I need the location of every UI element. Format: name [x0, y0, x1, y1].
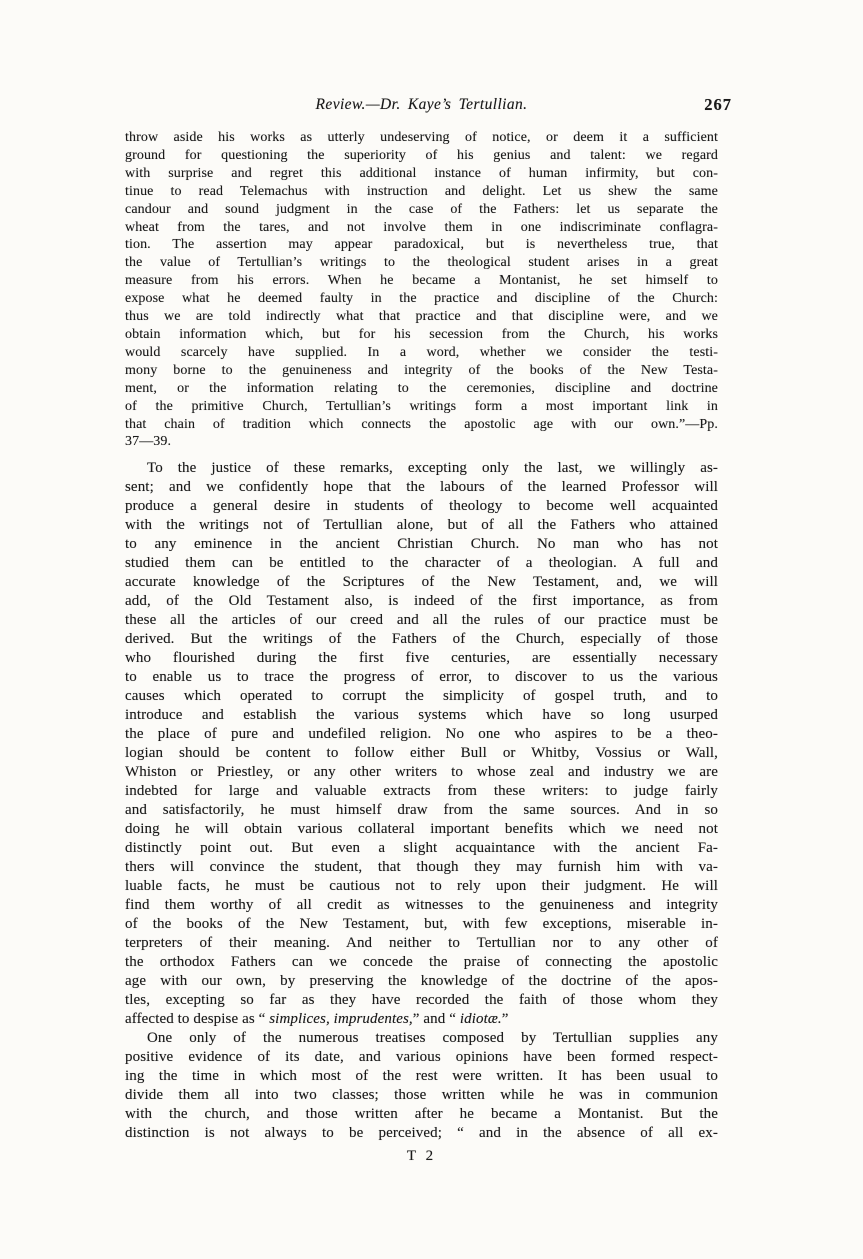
text-line: ing the time in which most of the rest were written. It has been usual to — [125, 1068, 718, 1085]
text-line: To the justice of these remarks, excepting only the last, we willingly as- — [147, 460, 718, 477]
text-line: the place of pure and undefiled religion. No one who aspires to be a theo- — [125, 726, 718, 743]
page-number: 267 — [704, 95, 732, 114]
text-line: of the books of the New Testament, but, with few exceptions, miserable in- — [125, 916, 718, 933]
text-line: ment, or the information relating to the ceremonies, discipline and doctrine — [125, 380, 718, 396]
text-line: 37—39. — [125, 434, 172, 450]
text-line: candour and sound judgment in the case of the Fathers: let us separate the — [125, 201, 718, 217]
text-line: measure from his errors. When he became a Montanist, he set himself to — [125, 273, 718, 289]
text-line: Whiston or Priestley, or any other writers to whose zeal and industry we are — [125, 764, 718, 781]
paragraph-quotation-continuation — [125, 129, 718, 451]
running-title: Review.—Dr. Kaye’s Tertullian. — [315, 96, 528, 113]
text-line: the orthodox Fathers can we concede the praise of connecting the apostolic — [125, 954, 718, 971]
text-line: divide them all into two classes; those written while he was in communion — [125, 1087, 718, 1104]
text-line: studied them can be entitled to the character of a theologian. A full and — [125, 555, 718, 572]
text-line: these all the articles of our creed and all the rules of our practice must be — [125, 612, 718, 629]
text-line: thers will convince the student, that though they may furnish him with va- — [125, 859, 718, 876]
text-line: with the church, and those written after he became a Montanist. But the — [125, 1106, 718, 1123]
text-line: throw aside his works as utterly undeserving of notice, or deem it a sufficient — [125, 130, 718, 145]
text-line: luable facts, he must be cautious not to rely upon their judgment. He will — [125, 878, 718, 895]
text-line: distinction is not always to be perceived; “ and in the absence of all ex- — [125, 1125, 718, 1142]
text-line: and satisfactorily, he must himself draw from the same sources. And in so — [125, 802, 718, 819]
text-line: that chain of tradition which connects the apostolic age with our own.”—Pp. — [125, 416, 718, 432]
text-line: would scarcely have supplied. In a word, whether we consider the testi- — [125, 344, 718, 360]
text-line: find them worthy of all credit as witnesses to the genuineness and integrity — [125, 897, 718, 914]
text-line: expose what he deemed faulty in the practice and discipline of the Church: — [125, 291, 718, 307]
text-line: thus we are told indirectly what that practice and that discipline were, and we — [125, 309, 718, 325]
text-line: to enable us to trace the progress of error, to discover to us the various — [125, 669, 718, 686]
text-line: introduce and establish the various systems which have so long usurped — [125, 707, 718, 724]
text-line: sent; and we confidently hope that the labours of the learned Professor will — [125, 479, 718, 496]
text-line: One only of the numerous treatises composed by Tertullian supplies any — [147, 1030, 718, 1047]
text-line: logian should be content to follow either Bull or Whitby, Vossius or Wall, — [125, 745, 718, 762]
text-line: tinue to read Telemachus with instruction and delight. Let us shew the same — [125, 183, 718, 199]
text-line: age with our own, by preserving the knowledge of the doctrine of the apos- — [125, 973, 718, 990]
text-line: tion. The assertion may appear paradoxical, but is nevertheless true, that — [125, 237, 718, 253]
text-run: affected to despise as “ — [125, 1011, 270, 1028]
text-line: terpreters of their meaning. And neither to Tertullian nor to any other of — [125, 935, 718, 952]
page-header — [125, 95, 732, 120]
paragraph-body-paragraph-1 — [125, 459, 718, 1029]
text-run: ” — [501, 1011, 509, 1028]
text-line: doing he will obtain various collateral important benefits which we need not — [125, 821, 718, 838]
text-line — [125, 1010, 718, 1029]
text-line: mony borne to the genuineness and integrity of the books of the New Testa- — [125, 362, 718, 378]
text-line: of the primitive Church, Tertullian’s writings form a most important link in — [125, 398, 718, 414]
latin-phrase: idiotæ. — [459, 1011, 502, 1028]
text-line: distinctly point out. But even a slight acquaintance with the ancient Fa- — [125, 840, 718, 857]
text-line: positive evidence of its date, and various opinions have been formed respect- — [125, 1049, 718, 1066]
text-line: wheat from the tares, and not involve them in one indiscriminate conflagra- — [125, 219, 718, 235]
paragraph-body-paragraph-2 — [125, 1029, 718, 1143]
text-line: to any eminence in the ancient Christian Church. No man who has not — [125, 536, 718, 553]
text-line: tles, excepting so far as they have recorded the faith of those whom they — [125, 992, 718, 1009]
text-line: add, of the Old Testament also, is indeed of the first importance, as from — [125, 593, 718, 610]
text-line: produce a general desire in students of theology to become well acquainted — [125, 498, 718, 515]
latin-phrase: simplices, imprudentes, — [269, 1011, 413, 1028]
text-line: ground for questioning the superiority of his genius and talent: we regard — [125, 147, 718, 163]
text-line: indebted for large and valuable extracts from these writers: to judge fairly — [125, 783, 718, 800]
text-line: who flourished during the first five centuries, are essentially necessary — [125, 650, 718, 667]
text-run: ” and “ — [412, 1011, 460, 1028]
text-line: causes which operated to corrupt the simplicity of gospel truth, and to — [125, 688, 718, 705]
text-line: obtain information which, but for his secession from the Church, his works — [125, 326, 718, 342]
signature-mark: T 2 — [406, 1148, 437, 1164]
text-line: with surprise and regret this additional instance of human infirmity, but con- — [125, 165, 718, 181]
text-line: accurate knowledge of the Scriptures of the New Testament, and, we will — [125, 574, 718, 591]
text-line: with the writings not of Tertullian alone, but of all the Fathers who attained — [125, 517, 718, 534]
text-line: derived. But the writings of the Fathers of the Church, especially of those — [125, 631, 718, 648]
text-line: the value of Tertullian’s writings to the theological student arises in a great — [125, 255, 718, 271]
text-block — [125, 129, 718, 1143]
